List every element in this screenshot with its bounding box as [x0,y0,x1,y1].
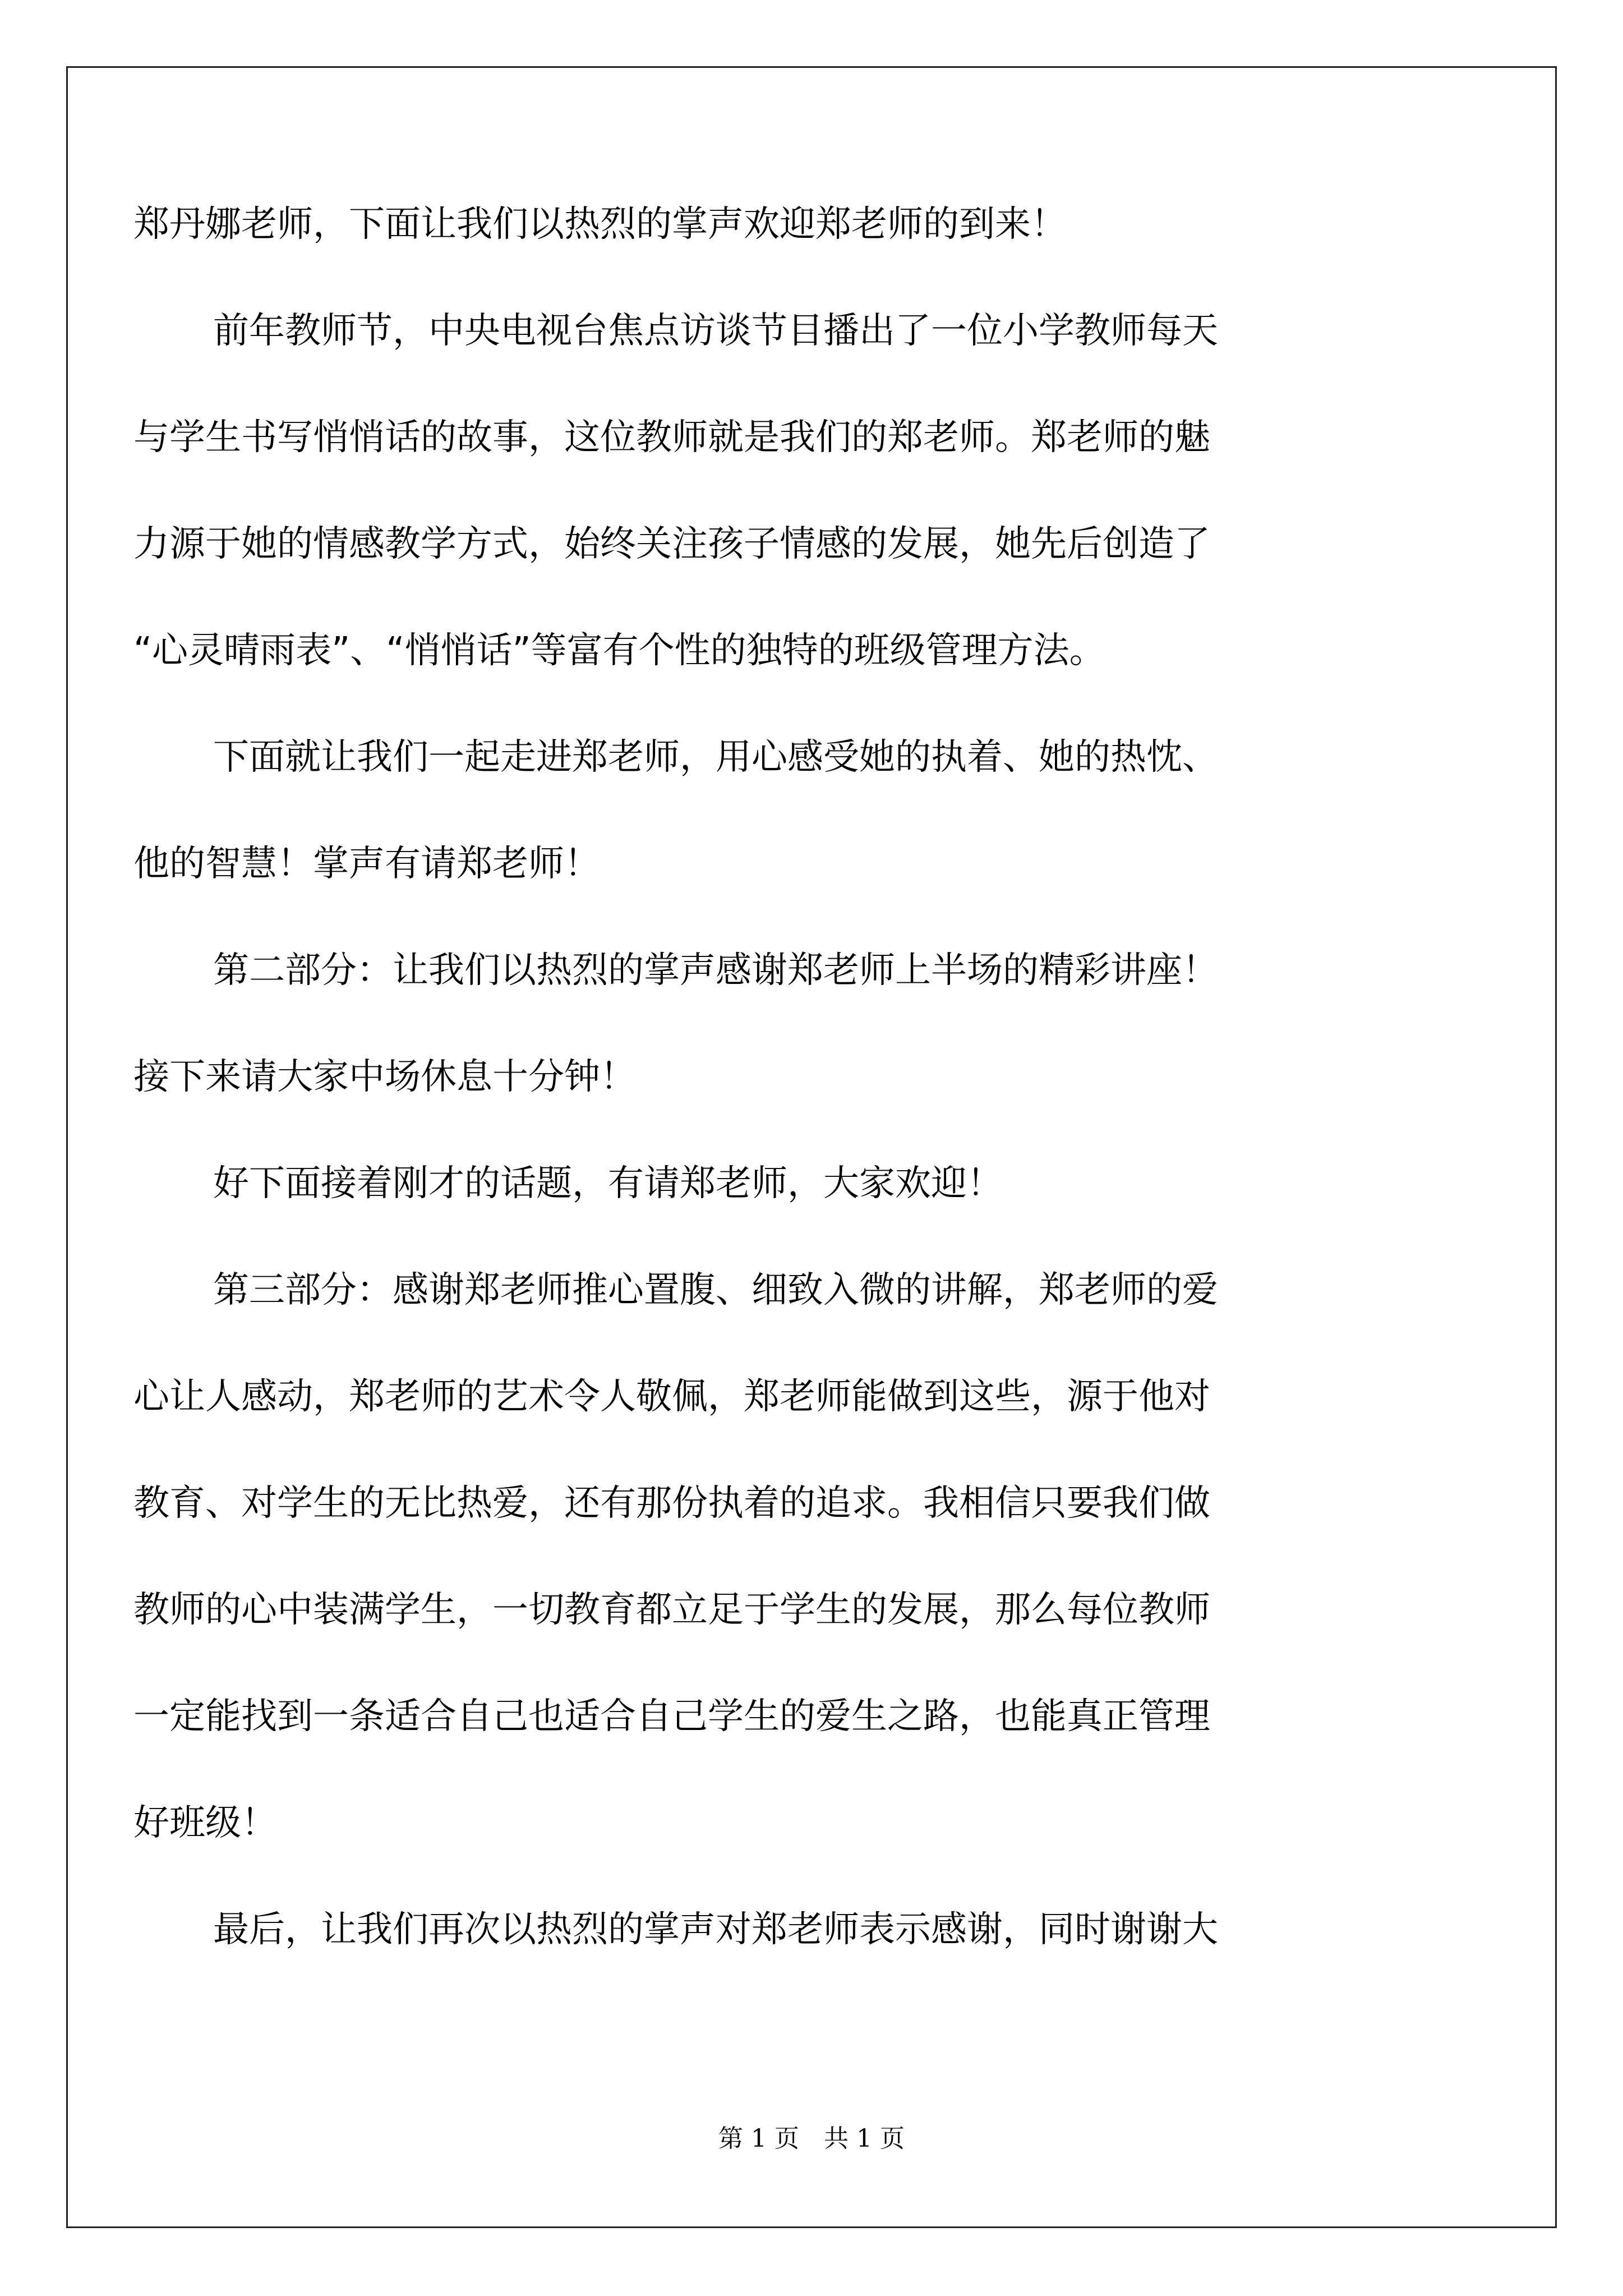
text-line: 他的智慧！掌声有请郑老师！ [133,843,600,885]
text-line: 一定能找到一条适合自己也适合自己学生的爱生之路，也能真正管理 [133,1696,1210,1737]
text-line: 下面就让我们一起走进郑老师，用心感受她的执着、她的热忱、 [213,737,1218,778]
text-line: 教师的心中装满学生，一切教育都立足于学生的发展，那么每位教师 [133,1589,1210,1631]
text-line: 好下面接着刚才的话题，有请郑老师，大家欢迎！ [213,1163,1003,1204]
text-line: 好班级！ [133,1802,277,1844]
text-line: 与学生书写悄悄话的故事，这位教师就是我们的郑老师。郑老师的魅 [133,417,1210,458]
text-line: 教育、对学生的无比热爱，还有那份执着的追求。我相信只要我们做 [133,1483,1210,1524]
text-line: 第二部分：让我们以热烈的掌声感谢郑老师上半场的精彩讲座！ [213,950,1218,991]
text-line: “心灵晴雨表”、“悄悄话”等富有个性的独特的班级管理方法。 [133,630,1105,671]
text-line: 心让人感动，郑老师的艺术令人敬佩，郑老师能做到这些，源于他对 [133,1376,1210,1418]
text-line: 郑丹娜老师，下面让我们以热烈的掌声欢迎郑老师的到来！ [133,204,1067,245]
text-line: 接下来请大家中场休息十分钟！ [133,1056,636,1098]
text-line: 力源于她的情感教学方式，始终关注孩子情感的发展，她先后创造了 [133,523,1210,565]
text-line: 第三部分：感谢郑老师推心置腹、细致入微的讲解，郑老师的爱 [213,1269,1218,1311]
page-footer [0,2122,1623,2156]
text-line: 前年教师节，中央电视台焦点访谈节目播出了一位小学教师每天 [213,310,1218,352]
page-number-label: 第 1 页 共 1 页 [718,2124,905,2153]
text-line: 最后，让我们再次以热烈的掌声对郑老师表示感谢，同时谢谢大 [213,1909,1218,1950]
